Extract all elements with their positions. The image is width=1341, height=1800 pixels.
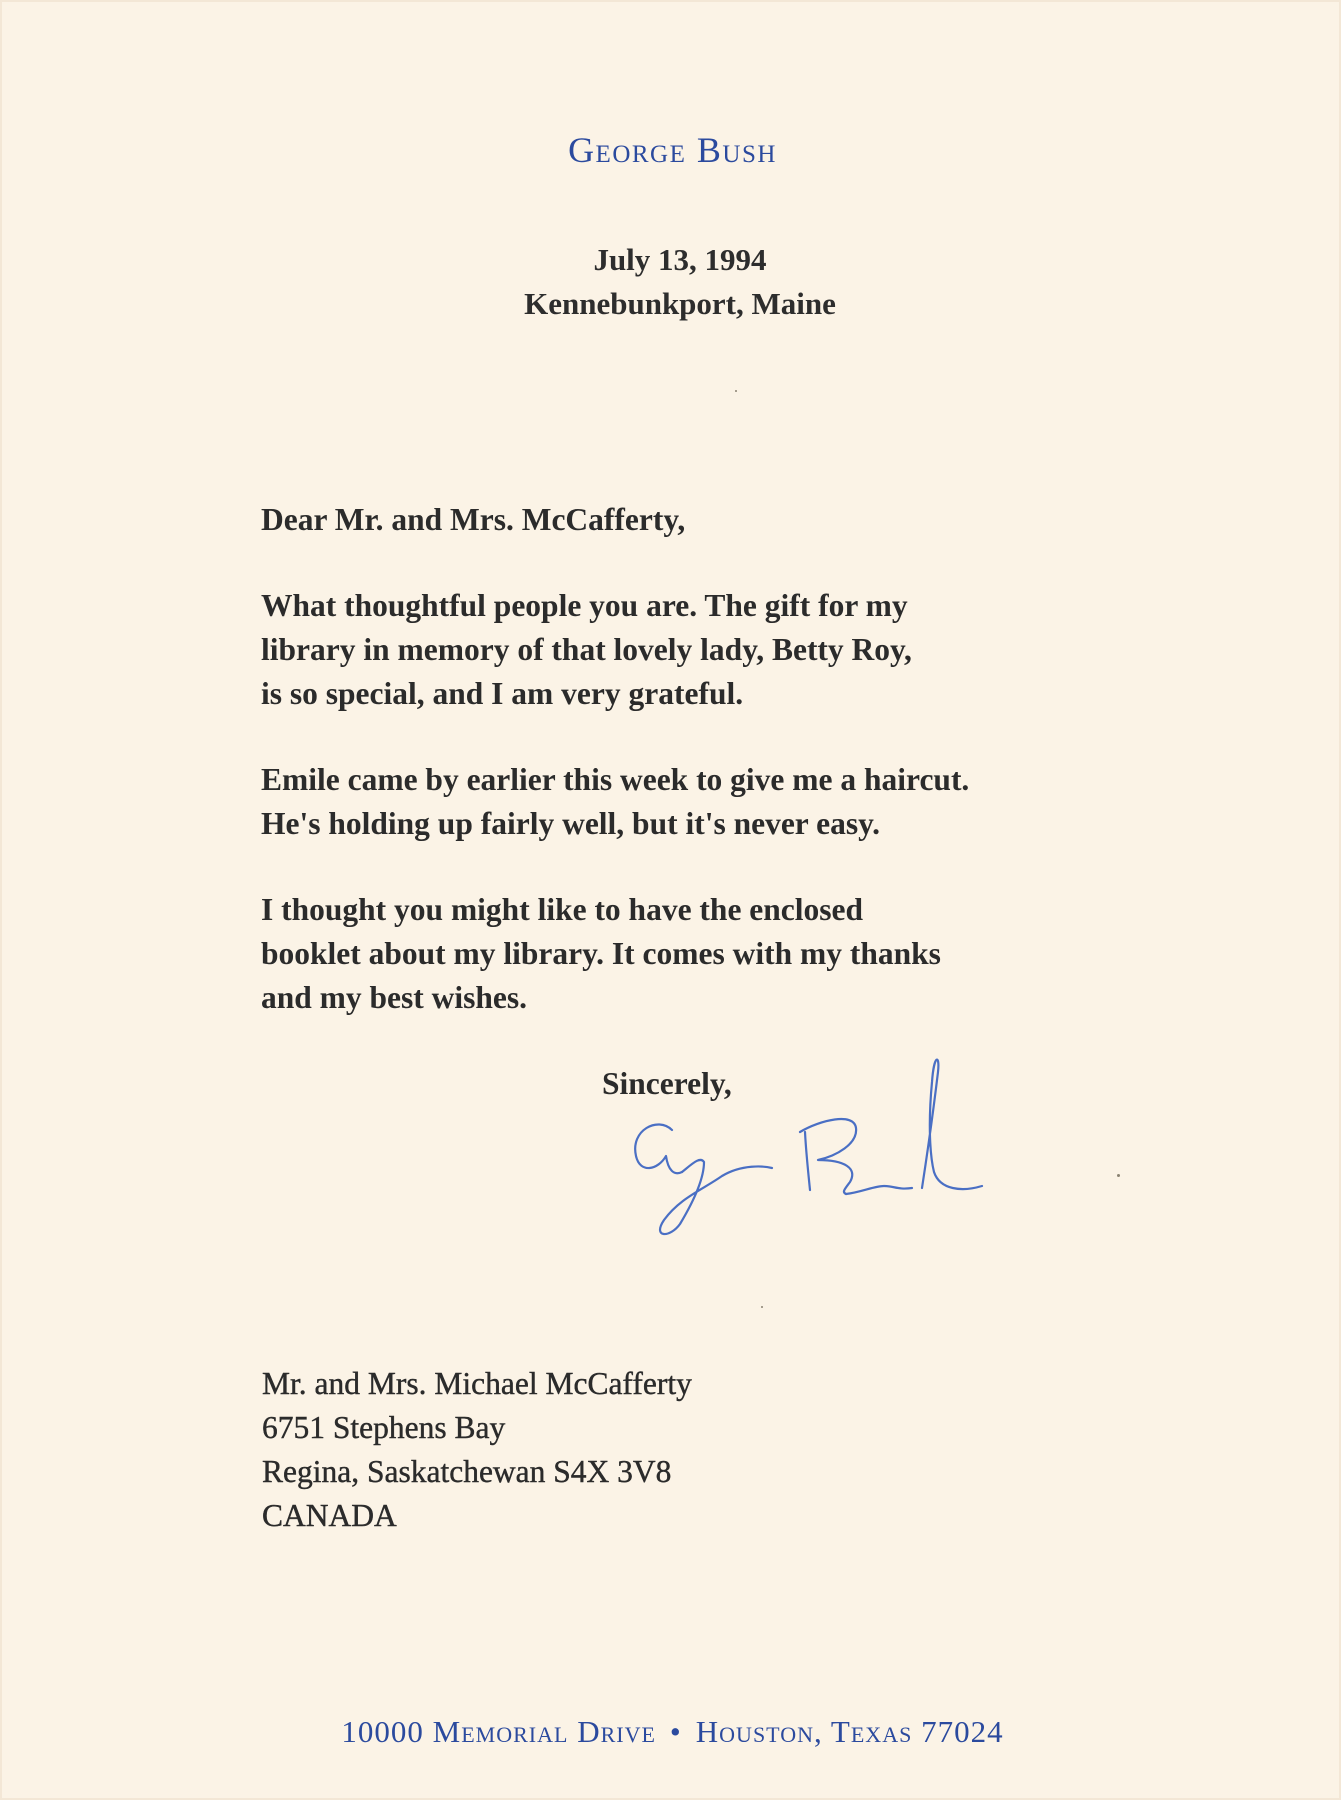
paragraph-line: What thoughtful people you are. The gift for my	[261, 588, 908, 623]
paper-speck	[761, 1306, 763, 1308]
footer-street: 10000 Memorial Drive	[341, 1714, 656, 1749]
letterhead-name: George Bush	[568, 130, 777, 170]
date-block	[2, 238, 1341, 326]
salutation	[261, 498, 1161, 542]
paragraph-line: library in memory of that lovely lady, Betty Roy,	[261, 632, 912, 667]
paper-speck	[735, 390, 737, 392]
paragraph-line: He's holding up fairly well, but it's never easy.	[261, 806, 880, 841]
paragraph-1	[261, 584, 1161, 716]
salutation-line: Dear Mr. and Mrs. McCafferty,	[261, 502, 686, 537]
letter-date: July 13, 1994	[593, 242, 767, 277]
address-line: Mr. and Mrs. Michael McCafferty	[262, 1366, 692, 1401]
signature	[622, 1052, 1022, 1252]
closing: Sincerely,	[602, 1066, 732, 1101]
address-line: 6751 Stephens Bay	[262, 1410, 506, 1445]
paragraph-line: Emile came by earlier this week to give me a haircut.	[261, 762, 970, 797]
paragraph-2	[261, 758, 1161, 846]
paragraph-line: is so special, and I am very grateful.	[261, 676, 744, 711]
paragraph-line: booklet about my library. It comes with my thanks	[261, 936, 941, 971]
paper-speck	[1117, 1174, 1120, 1177]
footer-city: Houston, Texas 77024	[695, 1714, 1004, 1749]
paragraph-line: I thought you might like to have the enclosed	[261, 892, 864, 927]
letter-place: Kennebunkport, Maine	[524, 286, 836, 321]
address-line: Regina, Saskatchewan S4X 3V8	[262, 1454, 672, 1489]
footer-separator: •	[669, 1714, 682, 1749]
paragraph-line: and my best wishes.	[261, 980, 528, 1015]
recipient-address	[262, 1362, 692, 1538]
footer-address	[2, 1710, 1341, 1754]
address-line: CANADA	[262, 1498, 397, 1533]
paragraph-3	[261, 888, 1161, 1020]
